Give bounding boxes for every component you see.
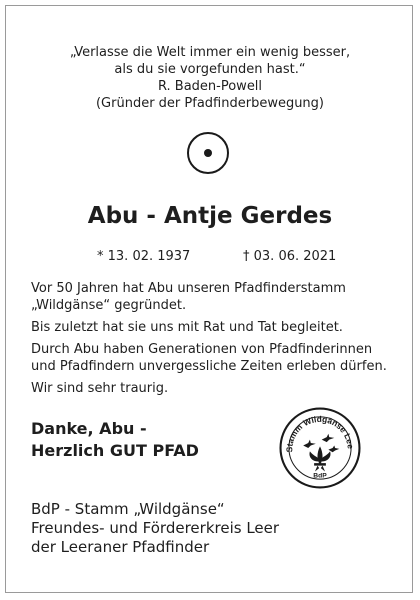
deceased-name: Abu - Antje Gerdes [87,203,333,229]
body-line: Wir sind sehr traurig. [31,381,169,396]
quote-line-1: „Verlasse die Welt immer ein wenig besser, [69,45,351,60]
quote-author-note: (Gründer der Pfadfinderbewegung) [95,96,324,111]
thanks-line-1: Danke, Abu - [31,419,147,438]
quote-line-2: als du sie vorgefunden hast.“ [114,62,306,77]
signoff-line-3: der Leeraner Pfadfinder [31,538,210,556]
logo-bottom-text: BdP [313,472,327,480]
thanks-line-2: Herzlich GUT PFAD [31,441,199,460]
birth-date: * 13. 02. 1937 [97,249,191,264]
body-paragraph [31,341,387,375]
death-date: † 03. 06. 2021 [243,249,337,264]
body-paragraph [31,280,387,314]
quote-block [0,44,420,112]
body-line: Vor 50 Jahren hat Abu unseren Pfadfinderstamm [31,281,346,296]
thanks-block [31,418,199,462]
scout-tribe-logo [278,406,362,490]
signoff-line-2: Freundes- und Fördererkreis Leer [31,519,280,537]
signoff-block [31,500,279,557]
circle-dot-icon [187,132,229,174]
body-line: Durch Abu haben Generationen von Pfadfinderinnen [31,342,373,357]
body-paragraph [31,319,387,336]
quote-author: R. Baden-Powell [157,79,263,94]
body-paragraph [31,380,387,397]
body-text [31,280,387,402]
body-line: und Pfadfindern unvergessliche Zeiten erleben dürfen. [31,359,387,374]
logo-arc-text: Stamm Wildgänse Lee [284,413,356,453]
body-line: „Wildgänse“ gegründet. [31,298,187,313]
signoff-line-1: BdP - Stamm „Wildgänse“ [31,500,225,518]
body-line: Bis zuletzt hat sie uns mit Rat und Tat begleitet. [31,320,343,335]
